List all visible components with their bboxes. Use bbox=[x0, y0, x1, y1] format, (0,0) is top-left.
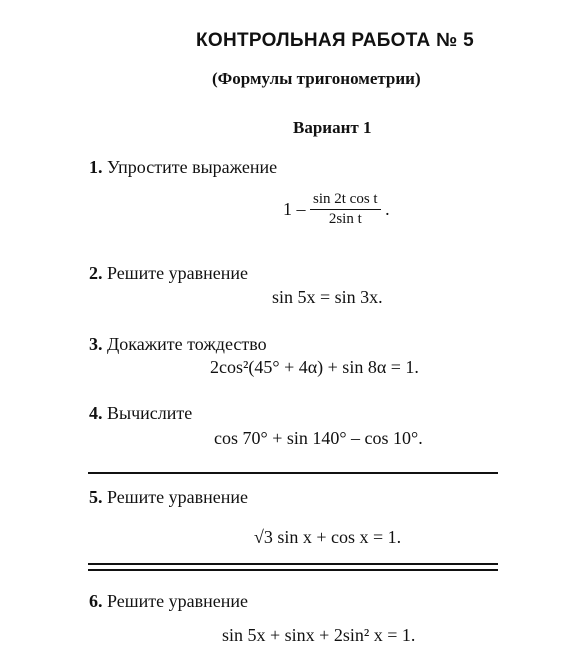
task-1-fraction bbox=[310, 191, 381, 228]
task-1-formula-tail: . bbox=[385, 199, 390, 219]
task-4-formula: cos 70° + sin 140° – cos 10°. bbox=[214, 428, 423, 448]
divider-line bbox=[88, 472, 498, 474]
task-4-text: Вычислите bbox=[107, 403, 193, 423]
task-6-text: Решите уравнение bbox=[107, 591, 248, 611]
task-2-heading bbox=[89, 263, 248, 284]
task-3-heading bbox=[89, 334, 267, 355]
task-5-heading bbox=[89, 487, 248, 508]
page-title: КОНТРОЛЬНАЯ РАБОТА № 5 bbox=[196, 30, 474, 51]
task-1-number: 1. bbox=[89, 157, 103, 177]
task-3-text: Докажите тождество bbox=[107, 334, 267, 354]
page-subtitle: (Формулы тригонометрии) bbox=[212, 69, 421, 88]
task-4-heading bbox=[89, 403, 192, 424]
task-5-formula: √3 sin x + cos x = 1. bbox=[254, 527, 402, 547]
task-2-text: Решите уравнение bbox=[107, 263, 248, 283]
task-3-number: 3. bbox=[89, 334, 103, 354]
divider-line-double-top bbox=[88, 563, 498, 565]
task-2-number: 2. bbox=[89, 263, 103, 283]
task-1-formula-lead: 1 – bbox=[283, 199, 306, 219]
task-1-formula bbox=[283, 191, 390, 228]
task-5-text: Решите уравнение bbox=[107, 487, 248, 507]
task-2-formula: sin 5x = sin 3x. bbox=[272, 287, 383, 307]
task-6-number: 6. bbox=[89, 591, 103, 611]
task-1-denominator: 2sin t bbox=[328, 211, 362, 227]
task-1-numerator: sin 2t cos t bbox=[310, 191, 381, 210]
task-3-formula: 2cos²(45° + 4α) + sin 8α = 1. bbox=[210, 357, 419, 377]
task-6-formula: sin 5x + sinx + 2sin² x = 1. bbox=[222, 625, 416, 645]
task-1-heading bbox=[89, 157, 277, 178]
task-4-number: 4. bbox=[89, 403, 103, 423]
task-6-heading bbox=[89, 591, 248, 612]
task-1-text: Упростите выражение bbox=[107, 157, 278, 177]
divider-line-double-bottom bbox=[88, 569, 498, 571]
task-5-number: 5. bbox=[89, 487, 103, 507]
variant-heading: Вариант 1 bbox=[293, 118, 372, 137]
